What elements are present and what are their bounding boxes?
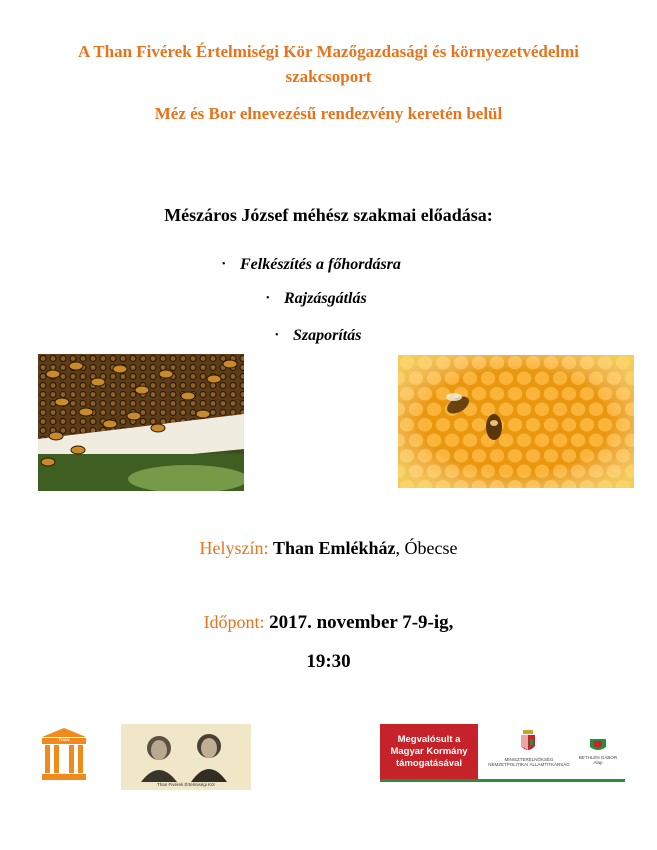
bullet-icon: • bbox=[266, 293, 270, 304]
portrait-image bbox=[121, 724, 251, 790]
bethlen-logo bbox=[588, 737, 608, 753]
organizer-line-2: szakcsoport bbox=[285, 67, 372, 86]
bee-icon bbox=[486, 414, 502, 440]
time-label: Időpont: bbox=[203, 612, 265, 632]
event-subtitle: Méz és Bor elnevezésű rendezvény keretén belül bbox=[154, 104, 503, 123]
location-line bbox=[0, 538, 657, 559]
topic-item: • Szaporítás bbox=[275, 327, 362, 344]
hungarian-coat-of-arms bbox=[520, 730, 536, 754]
location-label: Helyszín: bbox=[199, 538, 269, 558]
bethlen-label: BETHLEN GÁBOR Alap bbox=[578, 755, 618, 765]
bullet-icon: • bbox=[222, 259, 226, 270]
bethlen-logo-icon bbox=[588, 737, 608, 753]
coat-of-arms-icon bbox=[520, 730, 536, 754]
topic-item: • Felkészítés a főhordásra bbox=[222, 256, 401, 273]
portrait-caption: Than Fivérek Értelmiségi Kör bbox=[156, 782, 216, 787]
bees-on-frame-photo bbox=[38, 354, 244, 491]
location-city: , Óbecse bbox=[395, 538, 458, 558]
honeycomb-photo bbox=[398, 355, 634, 488]
than-logo-text: THAN bbox=[58, 737, 70, 742]
organizer-line: A Than Fivérek Értelmiségi Kör Mazőgazdasági és környezetvédelmi bbox=[78, 42, 579, 61]
temple-logo-icon bbox=[40, 727, 88, 781]
government-support-label: Megvalósult a Magyar Kormány támogatásával bbox=[380, 724, 478, 779]
event-date: 2017. november 7-9-ig, bbox=[269, 612, 454, 633]
bees-on-frame-image bbox=[38, 354, 244, 491]
location-place: Than Emlékház bbox=[272, 538, 396, 558]
event-hour-line bbox=[0, 651, 657, 673]
lecture-title: Mészáros József méhész szakmai előadása: bbox=[164, 205, 493, 225]
time-line bbox=[0, 612, 657, 634]
than-brothers-portrait bbox=[121, 724, 251, 790]
bullet-icon: • bbox=[275, 330, 279, 341]
ministry-label: MINISZTERELNÖKSÉG NEMZETPOLITIKAI ÁLLAMTITKÁRSÁG bbox=[488, 757, 570, 767]
topic-item: • Rajzásgátlás bbox=[266, 290, 367, 307]
than-logo bbox=[40, 727, 88, 781]
honeycomb-image bbox=[398, 355, 634, 488]
event-hour: 19:30 bbox=[306, 651, 351, 672]
